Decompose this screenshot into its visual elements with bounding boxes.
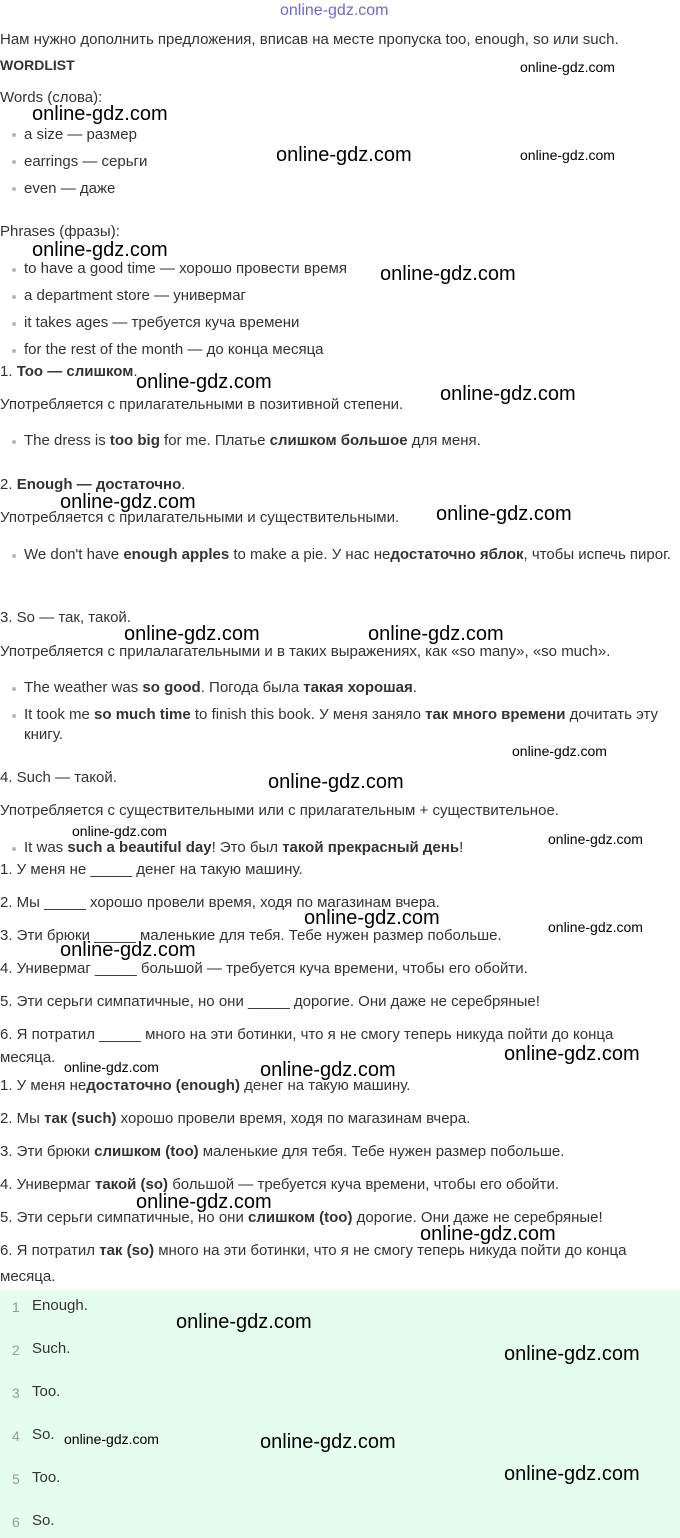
rule-1-title: 1. Too — слишком. [0,363,138,380]
rule-4-example: It was such a beautiful day! Это был такой прекрасный день! [24,839,464,856]
watermark: online-gdz.com [260,1059,396,1081]
bullet [12,847,16,851]
rule-4-description: Употребляется с существительными или с прилагательным + существительное. [0,802,559,819]
answer-number: 3 [12,1385,20,1401]
watermark: online-gdz.com [60,939,196,961]
word-item: earrings — серьги [24,153,148,170]
solution-3: 3. Эти брюки слишком (too) маленькие для тебя. Тебе нужен размер побольше. [0,1143,565,1160]
exercise-6-cont: месяца. [0,1049,56,1066]
watermark: online-gdz.com [368,623,504,645]
exercise-4: 4. Универмаг _____ большой — требуется куча времени, чтобы его обойти. [0,960,528,977]
watermark: online-gdz.com [176,1311,312,1333]
bullet [12,440,16,444]
answer-text: Such. [32,1340,71,1357]
bullet [12,349,16,353]
exercise-5: 5. Эти серьги симпатичные, но они _____ дорогие. Они даже не серебряные! [0,993,540,1010]
solution-1: 1. У меня недостаточно (enough) денег на такую машину. [0,1077,411,1094]
watermark: online-gdz.com [504,1043,640,1065]
watermark: online-gdz.com [124,623,260,645]
answer-text: Enough. [32,1297,88,1314]
watermark: online-gdz.com [520,59,615,75]
answer-number: 1 [12,1299,20,1315]
bullet [12,554,16,558]
bullet [12,714,16,718]
bullet [12,295,16,299]
watermark: online-gdz.com [136,371,272,393]
watermark: online-gdz.com [380,263,516,285]
watermark: online-gdz.com [436,503,572,525]
word-item: even — даже [24,180,116,197]
phrase-item: a department store — универмаг [24,287,247,304]
answer-text: So. [32,1426,55,1443]
watermark-top: online-gdz.com [280,2,389,19]
intro-text: Нам нужно дополнить предложения, вписав на месте пропуска too, enough, so или such. [0,31,619,48]
answer-text: So. [32,1512,55,1529]
rule-2-title: 2. Enough — достаточно. [0,476,186,493]
exercise-2: 2. Мы _____ хорошо провели время, ходя по магазинам вчера. [0,894,440,911]
phrase-item: to have a good time — хорошо провести время [24,260,347,277]
phrases-heading: Phrases (фразы): [0,223,120,240]
rule-3-title: 3. So — так, такой. [0,609,131,626]
wordlist-heading: WORDLIST [0,57,75,73]
watermark: online-gdz.com [32,239,168,261]
watermark: online-gdz.com [548,919,643,935]
bullet [12,187,16,191]
watermark: online-gdz.com [260,1431,396,1453]
bullet [12,160,16,164]
answer-number: 4 [12,1428,20,1444]
answer-text: Too. [32,1383,61,1400]
watermark: online-gdz.com [504,1343,640,1365]
phrase-item: for the rest of the month — до конца месяца [24,341,324,358]
rule-2-description: Употребляется с прилагательными и существительными. [0,509,400,526]
rule-3-example-2: It took me so much time to finish this book. У меня заняло так много времени дочитать эту книгу. [24,706,658,743]
rule-2-example: We don't have enough apples to make a pie. У нас недостаточно яблок, чтобы испечь пирог. [24,546,671,563]
watermark: online-gdz.com [64,1431,159,1447]
rule-4-title: 4. Such — такой. [0,769,117,786]
watermark: online-gdz.com [32,103,168,125]
watermark: online-gdz.com [520,147,615,163]
bullet [12,133,16,137]
exercise-3: 3. Эти брюки _____ маленькие для тебя. Тебе нужен размер побольше. [0,927,502,944]
phrase-item: it takes ages — требуется куча времени [24,314,300,331]
watermark: online-gdz.com [512,743,607,759]
exercise-1: 1. У меня не _____ денег на такую машину. [0,861,303,878]
answer-text: Too. [32,1469,61,1486]
words-heading: Words (слова): [0,89,103,106]
rule-1-example: The dress is too big for me. Платье слишком большое для меня. [24,432,481,449]
watermark: online-gdz.com [420,1223,556,1245]
bullet [12,322,16,326]
watermark: online-gdz.com [304,907,440,929]
bullet [12,268,16,272]
watermark: online-gdz.com [136,1191,272,1213]
watermark: online-gdz.com [60,491,196,513]
solution-6-cont: месяца. [0,1268,56,1285]
solution-4: 4. Универмаг такой (so) большой — требуется куча времени, чтобы его обойти. [0,1176,560,1193]
rule-3-description: Употребляется с прилалагательными и в таких выражениях, как «so many», «so much». [0,643,611,660]
watermark: online-gdz.com [64,1059,159,1075]
solution-5: 5. Эти серьги симпатичные, но они слишком (too) дорогие. Они даже не серебряные! [0,1209,603,1226]
answer-number: 5 [12,1471,20,1487]
exercise-6: 6. Я потратил _____ много на эти ботинки, что я не смогу теперь никуда пойти до конца [0,1026,614,1043]
watermark: online-gdz.com [440,383,576,405]
rule-3-example-1: The weather was so good. Погода была такая хорошая. [24,679,417,696]
watermark: online-gdz.com [504,1463,640,1485]
bullet [12,687,16,691]
answer-number: 6 [12,1514,20,1530]
watermark: online-gdz.com [548,831,643,847]
word-item: a size — размер [24,126,137,143]
rule-1-description: Употребляется с прилагательными в позитивной степени. [0,396,404,413]
answers-block [0,1290,680,1538]
answer-number: 2 [12,1342,20,1358]
solution-2: 2. Мы так (such) хорошо провели время, ходя по магазинам вчера. [0,1110,471,1127]
watermark: online-gdz.com [268,771,404,793]
solution-6: 6. Я потратил так (so) много на эти ботинки, что я не смогу теперь никуда пойти до конца [0,1242,627,1259]
watermark: online-gdz.com [276,144,412,166]
watermark: online-gdz.com [72,823,167,839]
